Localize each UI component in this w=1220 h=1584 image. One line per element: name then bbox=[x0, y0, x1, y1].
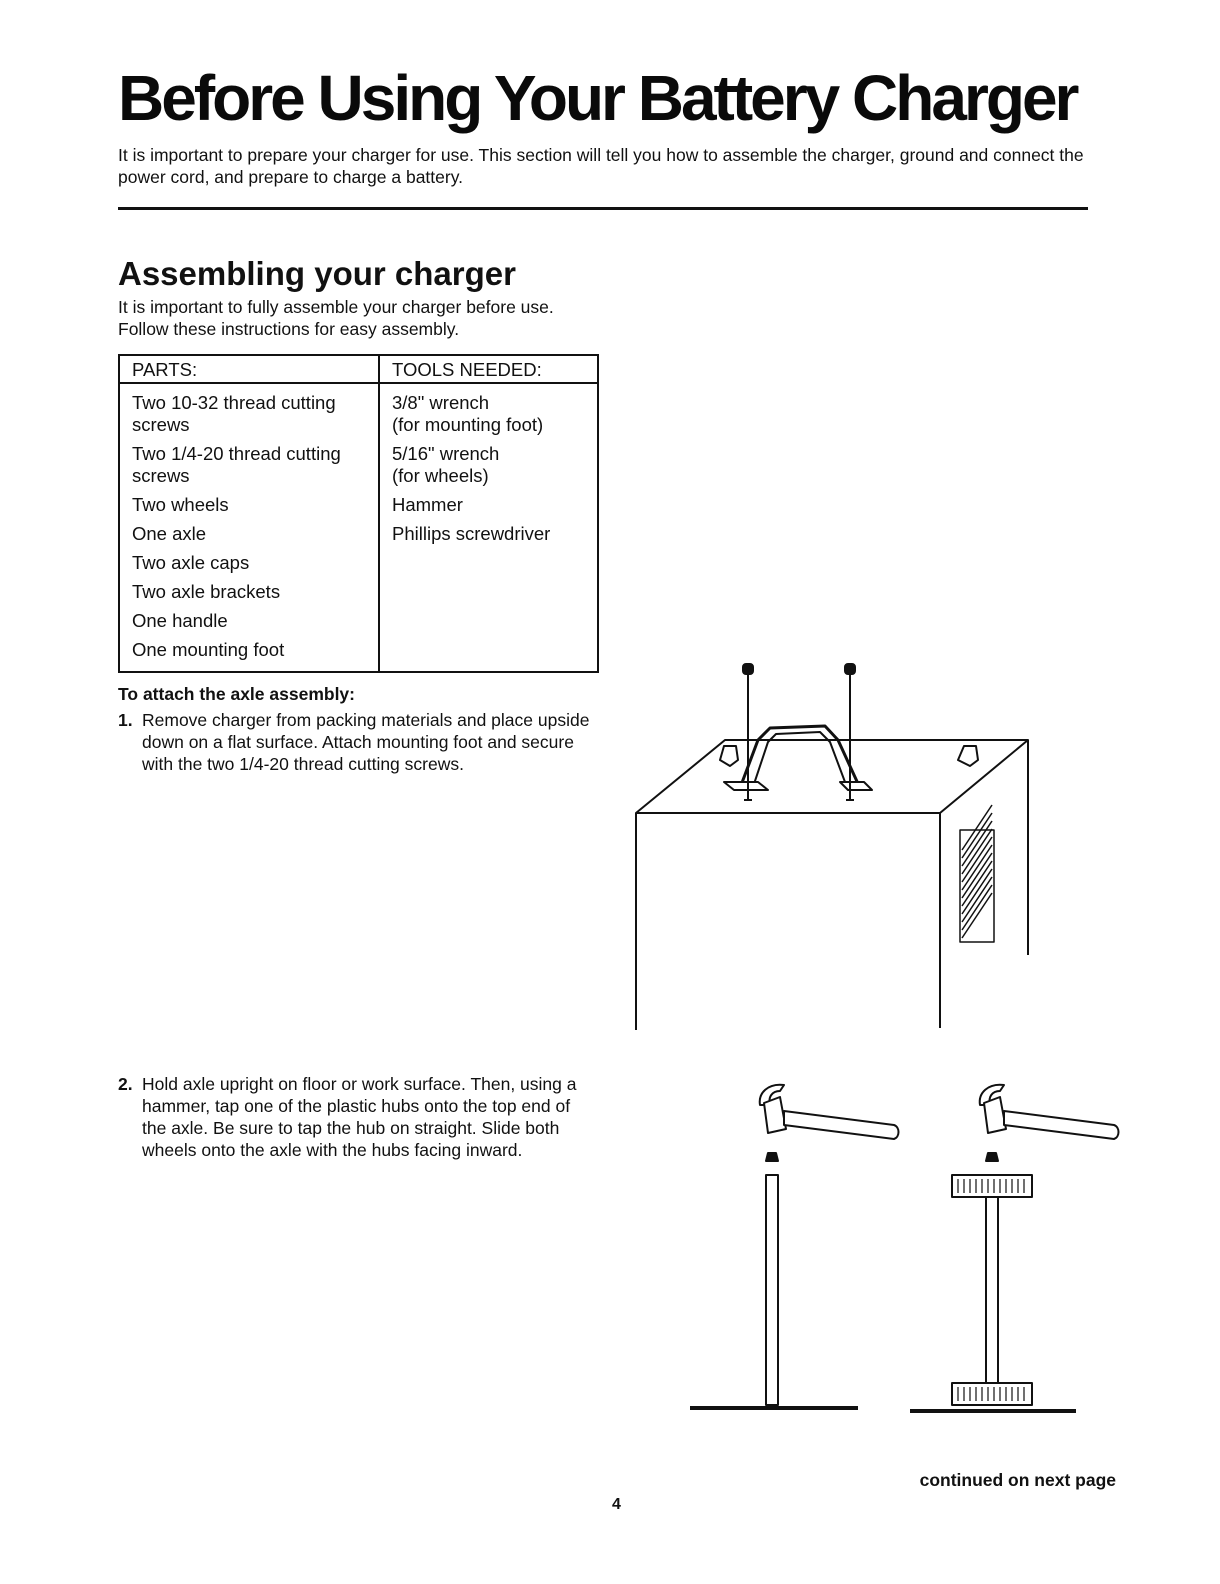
page-intro: It is important to prepare your charger for use. This section will tell you how to assemble the charger, ground and connect the power cord, and prepare to charge a battery. bbox=[118, 145, 1084, 187]
page-number: 4 bbox=[612, 1496, 621, 1513]
parts-header: PARTS: bbox=[119, 355, 379, 383]
section-intro: It is important to fully assemble your charger before use. Follow these instructions for easy assembly. bbox=[118, 297, 554, 339]
tool-item: Hammer bbox=[392, 494, 463, 515]
part-item: One mounting foot bbox=[132, 639, 285, 660]
charger-mounting-foot-illustration bbox=[620, 650, 1040, 1040]
part-item-cont: screws bbox=[132, 414, 190, 435]
tool-item-note: (for wheels) bbox=[392, 465, 489, 486]
tools-header: TOOLS NEEDED: bbox=[379, 355, 598, 383]
continued-note: continued on next page bbox=[919, 1470, 1116, 1490]
part-item: Two axle brackets bbox=[132, 581, 281, 602]
parts-tools-table bbox=[118, 354, 599, 673]
tools-list bbox=[379, 383, 598, 672]
step-number: 2. bbox=[118, 1074, 133, 1094]
part-item: Two wheels bbox=[132, 494, 229, 515]
axle-hub-hammer-illustration bbox=[680, 1075, 1130, 1425]
part-item: Two 10-32 thread cutting bbox=[132, 392, 336, 413]
parts-list bbox=[119, 383, 379, 672]
tool-item: Phillips screwdriver bbox=[392, 523, 551, 544]
part-item: One handle bbox=[132, 610, 228, 631]
section-title: Assembling your charger bbox=[118, 255, 516, 292]
step-2 bbox=[118, 1073, 598, 1161]
step-1 bbox=[118, 709, 598, 775]
step-number: 1. bbox=[118, 710, 133, 730]
step-text: Hold axle upright on floor or work surface. Then, using a hammer, tap one of the plastic hubs onto the top end of the axle. Be sure to tap the hub on straight. Slide both wheels onto the axle with the hubs facing inward. bbox=[142, 1074, 577, 1160]
tool-item-note: (for mounting foot) bbox=[392, 414, 544, 435]
page-title: Before Using Your Battery Charger bbox=[118, 62, 1077, 134]
step-text: Remove charger from packing materials and place upside down on a flat surface. Attach mounting foot and secure with the two 1/4-20 thread cutting screws. bbox=[142, 710, 590, 774]
tool-item: 3/8" wrench bbox=[392, 392, 490, 413]
tool-item: 5/16" wrench bbox=[392, 443, 500, 464]
part-item: Two 1/4-20 thread cutting bbox=[132, 443, 341, 464]
part-item-cont: screws bbox=[132, 465, 190, 486]
part-item: Two axle caps bbox=[132, 552, 250, 573]
part-item: One axle bbox=[132, 523, 207, 544]
instructions-subhead: To attach the axle assembly: bbox=[118, 684, 355, 704]
section-divider bbox=[118, 207, 1088, 210]
